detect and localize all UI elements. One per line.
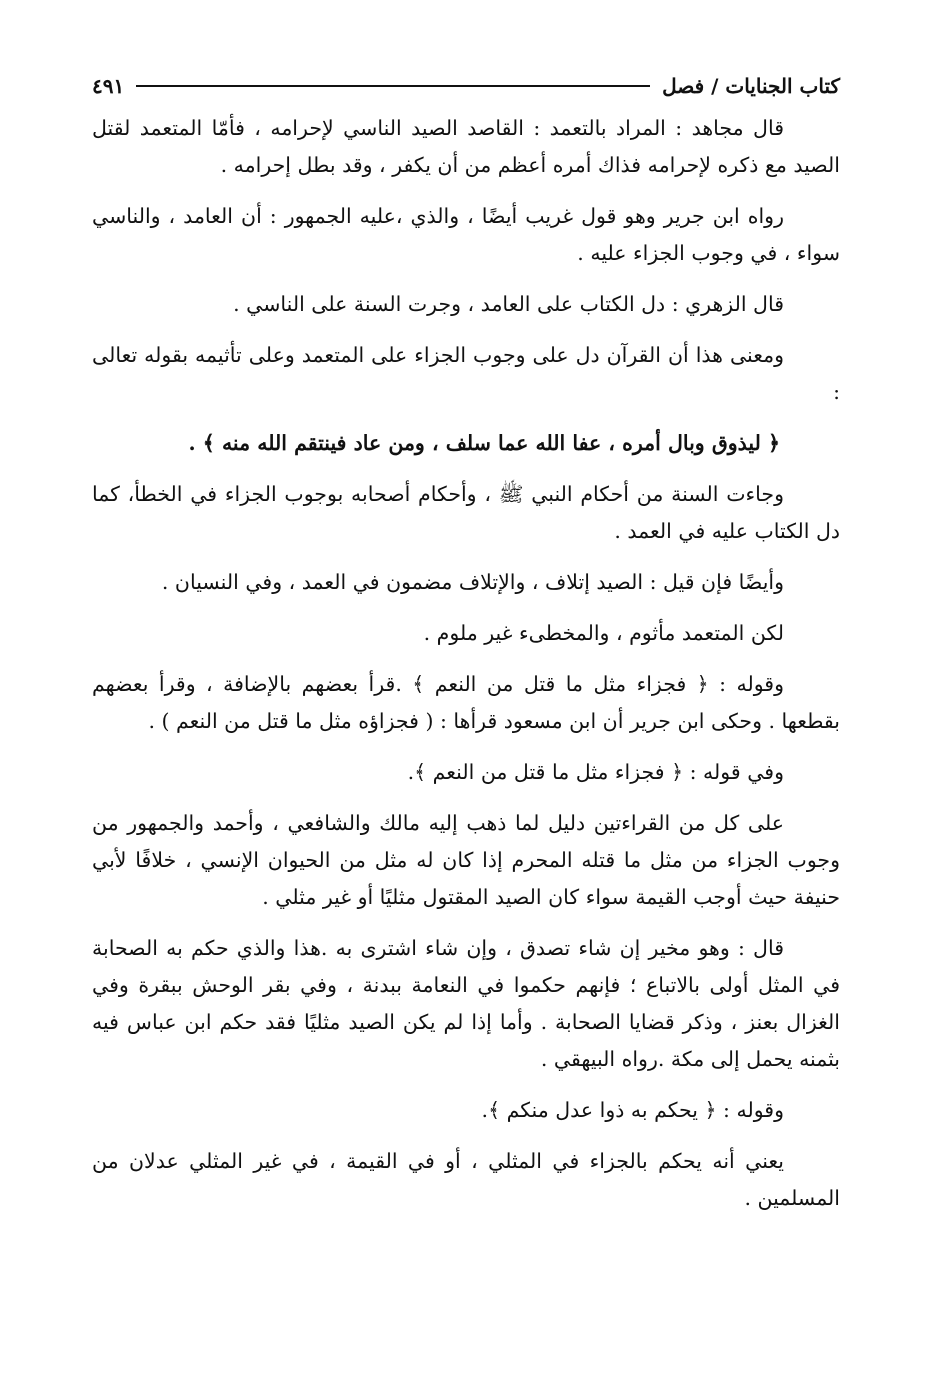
paragraph-ibn-jarir: رواه ابن جرير وهو قول غريب أيضًا ، والذي ،عليه الجمهور : أن العامد ، والناسي سواء ، في وجوب الجزاء عليه . <box>92 204 840 265</box>
paragraph-meaning: ومعنى هذا أن القرآن دل على وجوب الجزاء على المتعمد وعلى تأثيمه بقوله تعالى : <box>92 343 840 404</box>
paragraph-in-his-saying: وفي قوله : ﴿ فجزاء مثل ما قتل من النعم ﴾. <box>407 760 784 784</box>
paragraph-destruction: وأيضًا فإن قيل : الصيد إتلاف ، والإتلاف مضمون في العمد ، وفي النسيان . <box>161 570 784 594</box>
paragraph-two-just: وقوله : ﴿ يحكم به ذوا عدل منكم ﴾. <box>481 1098 784 1122</box>
paragraph-sinful: لكن المتعمد مأثوم ، والمخطىء غير ملوم . <box>423 621 784 645</box>
paragraph-zuhri: قال الزهري : دل الكتاب على العامد ، وجرت السنة على الناسي . <box>233 292 784 316</box>
paragraph-mujahid: قال مجاهد : المراد بالتعمد : القاصد الصيد الناسي لإحرامه ، فأمّا المتعمد لقتل الصيد مع ذكره لإحرامه فذاك أمره أعظم من أن يكفر ، وقد بطل إحرامه . <box>92 116 840 177</box>
paragraph-readings: وقوله : ﴿ فجزاء مثل ما قتل من النعم ﴾ .قرأ بعضهم بالإضافة ، وقرأ بعضهم بقطعها . وحكى ابن جرير أن ابن مسعود قرأها : ( فجزاؤه مثل ما قتل من النعم ) . <box>92 672 840 733</box>
running-header <box>92 70 840 102</box>
page-number: ٤٩١ <box>92 74 125 98</box>
header-rule <box>136 85 650 87</box>
body-text <box>92 110 840 1231</box>
paragraph-meaning-judgement: يعني أنه يحكم بالجزاء في المثلي ، أو في القيمة ، في غير المثلي عدلان من المسلمين . <box>92 1149 840 1210</box>
header-title: كتاب الجنايات / فصل <box>662 74 840 98</box>
paragraph-sunnah: وجاءت السنة من أحكام النبي ﷺ ، وأحكام أصحابه بوجوب الجزاء في الخطأ، كما دل الكتاب عليه في العمد . <box>92 482 840 543</box>
paragraph-companions: قال : وهو مخير إن شاء تصدق ، وإن شاء اشترى به .هذا والذي حكم به الصحابة في المثل أولى بالاتباع ؛ فإنهم حكموا في النعامة ببدنة ، وفي بقر الوحش ببقرة وفي الغزال بعنز ، وذكر قضايا الصحابة . وأما إذا لم يكن الصيد مثليًا فقد حكم ابن عباس فيه بثمنه يحمل إلى مكة .رواه البيهقي . <box>92 936 840 1071</box>
quran-verse-1: ﴿ ليذوق وبال أمره ، عفا الله عما سلف ، ومن عاد فينتقم الله منه ﴾ . <box>188 431 780 455</box>
paragraph-both-readings: على كل من القراءتين دليل لما ذهب إليه مالك والشافعي ، وأحمد والجمهور من وجوب الجزاء من مثل ما قتله المحرم إذا كان له مثل من الحيوان الإنسي ، خلافًا لأبي حنيفة حيث أوجب القيمة سواء كان الصيد المقتول مثليًا أو غير مثلي . <box>92 811 840 909</box>
